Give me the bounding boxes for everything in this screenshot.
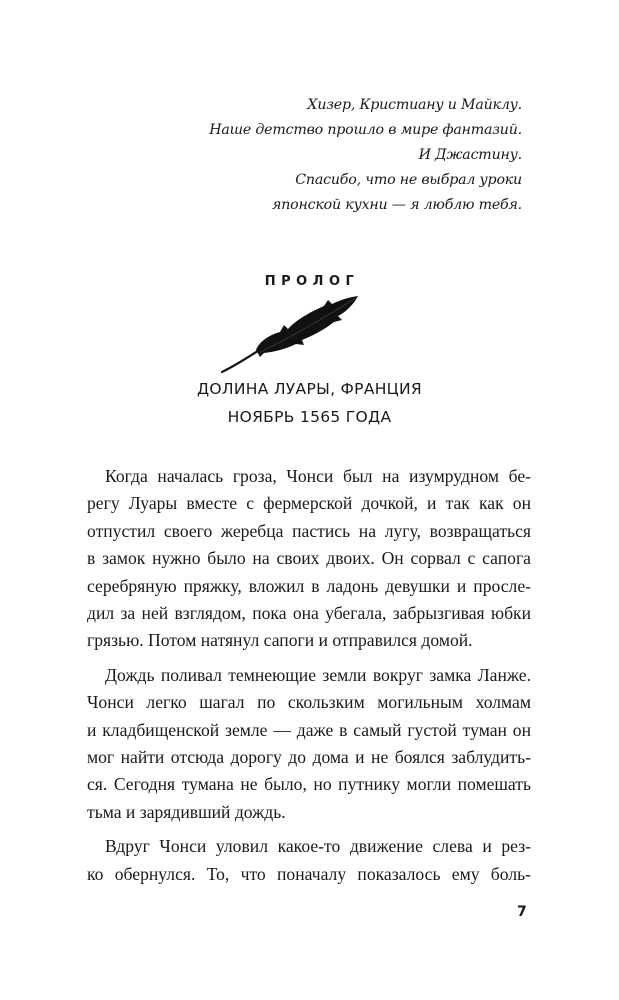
text-line: отпустил своего жеребца пастись на лугу, возвращаться	[87, 520, 531, 541]
paragraph	[87, 833, 531, 888]
dedication-line: И Джастину.	[418, 147, 522, 163]
dedication-line: Хизер, Кристиану и Майклу.	[307, 97, 522, 113]
paragraph	[87, 463, 531, 655]
location-line: ДОЛИНА ЛУАРЫ, ФРАНЦИЯ	[197, 380, 422, 398]
text-line: и кладбищенской земле — даже в самый густой туман он	[87, 719, 531, 740]
text-line: серебряную пряжку, вложил в ладонь девушки и просле-	[87, 575, 531, 596]
text-line: Чонси легко шагал по скользким могильным холмам	[87, 692, 531, 713]
paragraph	[87, 662, 531, 826]
date-line: НОЯБРЬ 1565 ГОДА	[227, 408, 392, 426]
text-line: дил за ней взглядом, пока она убегала, забрызгивая юбки	[87, 603, 531, 624]
body-text	[87, 463, 531, 895]
dedication-line: японской кухни — я люблю тебя.	[272, 197, 522, 213]
page-number: 7	[517, 904, 527, 920]
text-line: в замок нужно было на своих двоих. Он сорвал с сапога	[87, 548, 531, 569]
dedication	[142, 93, 522, 218]
chapter-title: ПРОЛОГ	[264, 274, 360, 289]
text-line: Когда началась гроза, Чонси был на изумрудном бе-	[105, 466, 531, 486]
dedication-line: Спасибо, что не выбрал уроки	[295, 172, 522, 188]
text-line: Дождь поливал темнеющие земли вокруг замка Ланже.	[105, 664, 531, 685]
text-line: грязью. Потом натянул сапоги и отправился домой.	[87, 630, 473, 651]
text-line: регу Луары вместе с фермерской дочкой, и так как он	[87, 493, 531, 514]
text-line: тьма и зарядивший дождь.	[87, 801, 286, 822]
text-line: ко обернулся. То, что поначалу показалось ему боль-	[87, 863, 531, 884]
feather-icon	[220, 292, 360, 376]
text-line: ся. Сегодня тумана не было, но путнику могли помешать	[87, 774, 531, 795]
text-line: Вдруг Чонси уловил какое-то движение слева и рез-	[105, 836, 531, 857]
text-line: мог найти отсюда дорогу до дома и не боялся заблудить-	[87, 747, 531, 768]
dedication-line: Наше детство прошло в мире фантазий.	[209, 122, 522, 138]
